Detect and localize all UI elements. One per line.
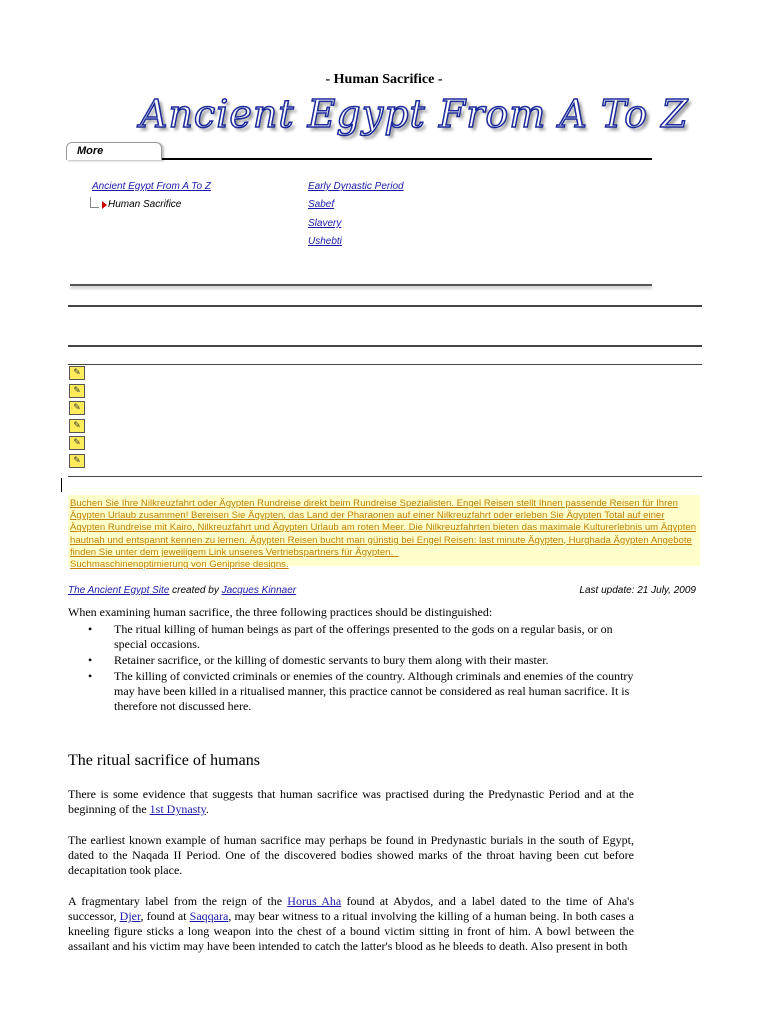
- scroll-icon[interactable]: ✎: [69, 384, 85, 398]
- section-divider: [68, 345, 702, 347]
- menu-divider: [162, 158, 652, 160]
- author-link[interactable]: Jacques Kinnaer: [221, 585, 297, 596]
- ad-text[interactable]: [70, 498, 700, 571]
- section-divider: [68, 476, 702, 477]
- paragraph: A fragmentary label from the reign of the Horus Aha found at Abydos, and a label dated to the time of Aha's successor, Djer, found at Saqqara, may bear witness to a ritual involving the killing of a human being. In both cases a kneeling figure sticks a long weapon into the chest of a bound victim sitting in front of him. A bowl between the assailant and his victim may have been intended to catch the latter's blood as he bleeds to death. Also present in both: [68, 894, 634, 953]
- list-item: • The ritual killing of human beings as part of the offerings presented to the gods on a regular basis, or on special occasions.: [68, 622, 634, 652]
- first-dynasty-link[interactable]: 1st Dynasty: [149, 802, 206, 816]
- horus-aha-link[interactable]: Horus Aha: [287, 894, 342, 908]
- breadcrumb-current: Human Sacrifice: [108, 199, 182, 210]
- site-logo: Ancient Egypt From A To Z: [140, 92, 689, 136]
- scroll-icon[interactable]: ✎: [69, 401, 85, 415]
- scroll-icon[interactable]: ✎: [69, 436, 85, 450]
- ad-body-link[interactable]: Buchen Sie Ihre Nilkreuzfahrt oder Ägypten Rundreise direkt beim Rundreise Spezialisten. Engel Reisen stellt Ihnen passende Reisen für Ihren Ägypten Urlaub zusammen! Bereisen Sie Ägypten, das Land der Pharaonen auf einer Nilkreuzfahrt oder erleben Sie Ägypten Total auf einer Ägypten Rundreise mit Kairo, Nilkreuzfahrt und Ägypten Urlaub am roten Meer. Die Nilkreuzfahrten bieten das maximale Kulturerlebnis um Ägypten hautnah und entspannt kennen zu lernen. Ägypten Reisen bucht man günstig bei Engel Reisen: last minute Ägypten, Hurghada Ägypten Angebote finden Sie unter dem jeweiligem Link unseres Vertriebspartners für Ägypten.: [70, 498, 697, 558]
- scroll-icon[interactable]: ✎: [69, 366, 85, 380]
- saqqara-link[interactable]: Saqqara: [189, 909, 229, 923]
- related-link-slavery[interactable]: Slavery: [308, 218, 342, 229]
- section-divider: [68, 364, 702, 365]
- list-item: • Retainer sacrifice, or the killing of domestic servants to bury them along with their master.: [68, 653, 634, 668]
- paragraph: There is some evidence that suggests that human sacrifice was practised during the Predynastic Period and at the beginning of the 1st Dynasty.: [68, 787, 634, 816]
- credit-line: [68, 585, 296, 596]
- site-link[interactable]: The Ancient Egypt Site: [68, 585, 170, 596]
- paragraph: The earliest known example of human sacrifice may perhaps be found in Predynastic burials in the south of Egypt, dated to the Naqada II Period. One of the discovered bodies showed marks of the throat having been cut before decapitation took place.: [68, 833, 634, 877]
- section-divider: [68, 305, 702, 307]
- tree-connector: [90, 197, 99, 208]
- scroll-icon[interactable]: ✎: [69, 454, 85, 468]
- related-link-early-dynastic[interactable]: Early Dynastic Period: [308, 181, 404, 192]
- article-intro: When examining human sacrifice, the three following practices should be distinguished:: [68, 605, 493, 619]
- related-link-sabef[interactable]: Sabef: [308, 199, 335, 210]
- related-link-ushebti[interactable]: Ushebti: [308, 236, 342, 247]
- credit-text: created by: [172, 585, 219, 596]
- section-divider: [70, 284, 652, 286]
- current-arrow-icon: [102, 201, 107, 209]
- section-heading: The ritual sacrifice of humans: [68, 752, 260, 769]
- list-item: • The killing of convicted criminals or enemies of the country. Although criminals and enemies of the country may have been killed in a ritualised manner, this practice cannot be considered as real human sacrifice. It is therefore not discussed here.: [68, 669, 634, 714]
- page-subtitle: - Human Sacrifice -: [325, 72, 443, 87]
- text-caret: [61, 478, 62, 492]
- ad-footer-link[interactable]: Suchmaschinenoptimierung von Geniprise designs.: [70, 559, 289, 571]
- djer-link[interactable]: Djer: [119, 909, 141, 923]
- scroll-icon[interactable]: ✎: [69, 419, 85, 433]
- breadcrumb-root-link[interactable]: Ancient Egypt From A To Z: [92, 181, 211, 192]
- last-update: Last update: 21 July, 2009: [579, 585, 696, 596]
- article-bullets: [68, 622, 634, 715]
- more-tab[interactable]: More: [66, 142, 162, 160]
